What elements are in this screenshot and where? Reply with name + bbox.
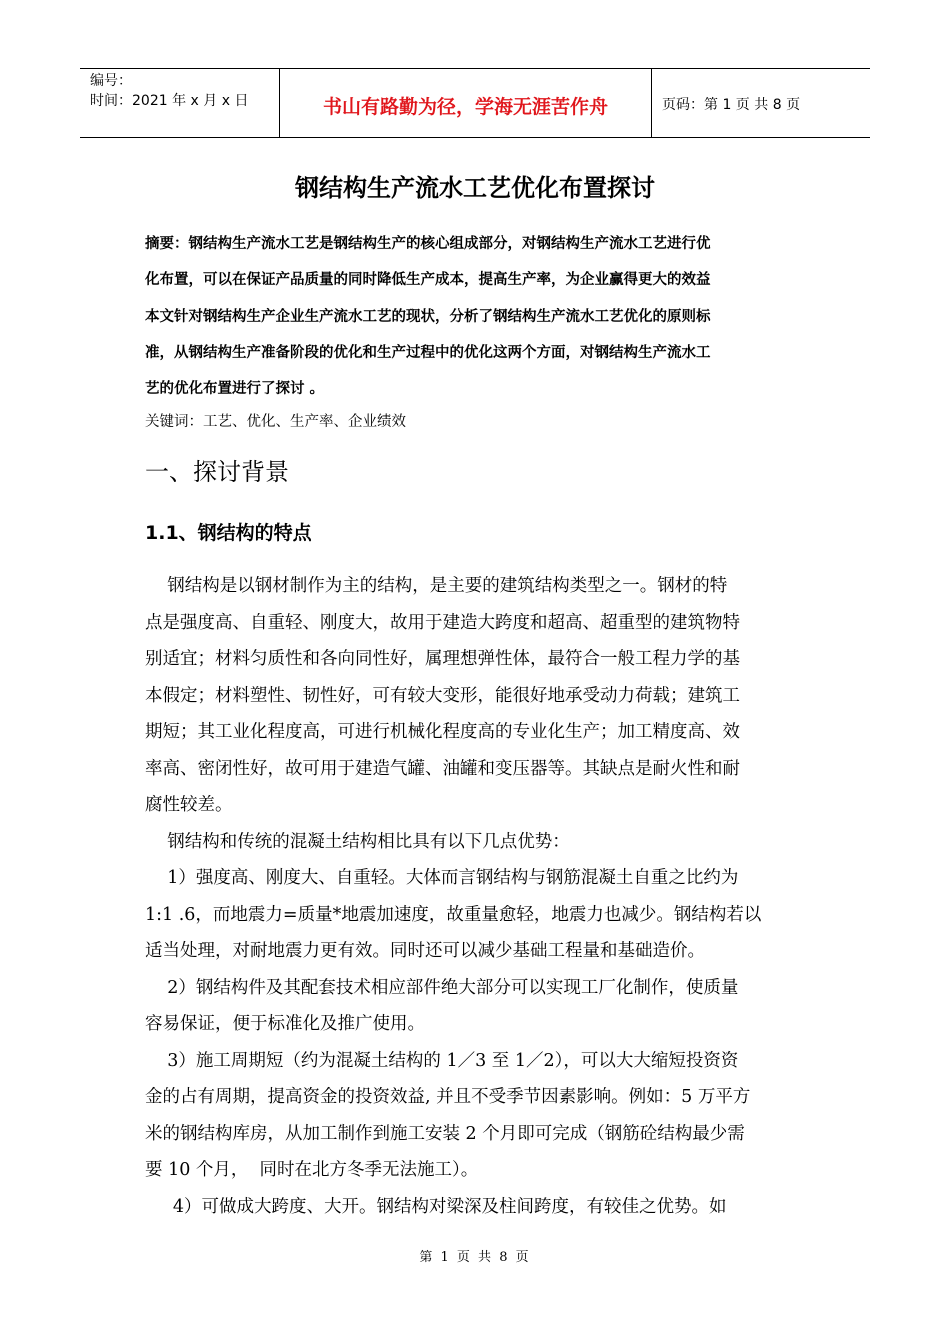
body-line: 期短；其工业化程度高，可进行机械化程度高的专业化生产；加工精度高、效 — [145, 722, 740, 742]
abstract — [145, 226, 813, 407]
abstract-line: 化布置，可以在保证产品质量的同时降低生产成本，提高生产率，为企业赢得更大的效益 — [145, 272, 711, 289]
document-time-label: 时间：2021 年 x 月 x 日 — [90, 93, 249, 109]
document-number-label: 编号： — [90, 73, 132, 89]
page-footer: 第 1 页 共 8 页 — [419, 1250, 531, 1265]
body-line: 米的钢结构库房，从加工制作到施工安装 2 个月即可完成（钢筋砼结构最少需 — [145, 1123, 745, 1144]
body-text — [145, 568, 810, 1225]
header-page-label: 页码：第 1 页 共 8 页 — [662, 97, 801, 113]
body-line: 要 10 个月， 同时在北方冬季无法施工）。 — [145, 1160, 479, 1180]
subsection-heading: 1.1、钢结构的特点 — [145, 522, 312, 544]
body-line: 钢结构是以钢材制作为主的结构，是主要的建筑结构类型之一。钢材的特 — [145, 576, 728, 596]
body-line: 金的占有周期，提高资金的投资效益, 并且不受季节因素影响。例如：5 万平方 — [145, 1087, 751, 1107]
body-line: 点是强度高、自重轻、刚度大，故用于建造大跨度和超高、超重型的建筑物特 — [145, 612, 740, 633]
body-line: 3）施工周期短（约为混凝土结构的 1／3 至 1／2），可以大大缩短投资资 — [145, 1050, 739, 1071]
body-line: 1:1 .6，而地震力=质量*地震加速度，故重量愈轻，地震力也减少。钢结构若以 — [145, 904, 762, 925]
keywords: 关键词：工艺、优化、生产率、企业绩效 — [145, 414, 406, 430]
header-table — [80, 68, 870, 138]
body-line: 1）强度高、刚度大、自重轻。大体而言钢结构与钢筋混凝土自重之比约为 — [145, 868, 739, 888]
body-line: 2）钢结构件及其配套技术相应部件绝大部分可以实现工厂化制作，使质量 — [145, 977, 739, 998]
body-line: 容易保证，便于标准化及推广使用。 — [145, 1014, 425, 1034]
body-line: 别适宜；材料匀质性和各向同性好，属理想弹性体，最符合一般工程力学的基 — [145, 649, 740, 669]
abstract-line: 本文针对钢结构生产企业生产流水工艺的现状，分析了钢结构生产流水工艺优化的原则标 — [145, 308, 711, 325]
abstract-line: 准，从钢结构生产准备阶段的优化和生产过程中的优化这两个方面，对钢结构生产流水工 — [145, 344, 711, 361]
header-left-cell — [80, 69, 280, 137]
document-title: 钢结构生产流水工艺优化布置探讨 — [295, 174, 655, 202]
body-line: 适当处理，对耐地震力更有效。同时还可以减少基础工程量和基础造价。 — [145, 941, 705, 961]
header-motto: 书山有路勤为径，学海无涯苦作舟 — [280, 69, 652, 137]
abstract-line: 摘要：钢结构生产流水工艺是钢结构生产的核心组成部分，对钢结构生产流水工艺进行优 — [145, 236, 711, 252]
body-line: 4）可做成大跨度、大开。钢结构对梁深及柱间跨度，有较佳之优势。如 — [145, 1196, 727, 1217]
body-line: 率高、密闭性好，故可用于建造气罐、油罐和变压器等。其缺点是耐火性和耐 — [145, 758, 740, 779]
body-line: 钢结构和传统的混凝土结构相比具有以下几点优势： — [145, 831, 570, 852]
section-heading: 一、探讨背景 — [145, 458, 289, 486]
abstract-line: 艺的优化布置进行了探讨 。 — [145, 381, 325, 398]
body-line: 本假定；材料塑性、韧性好，可有较大变形，能很好地承受动力荷载；建筑工 — [145, 685, 740, 706]
body-line: 腐性较差。 — [145, 795, 233, 815]
